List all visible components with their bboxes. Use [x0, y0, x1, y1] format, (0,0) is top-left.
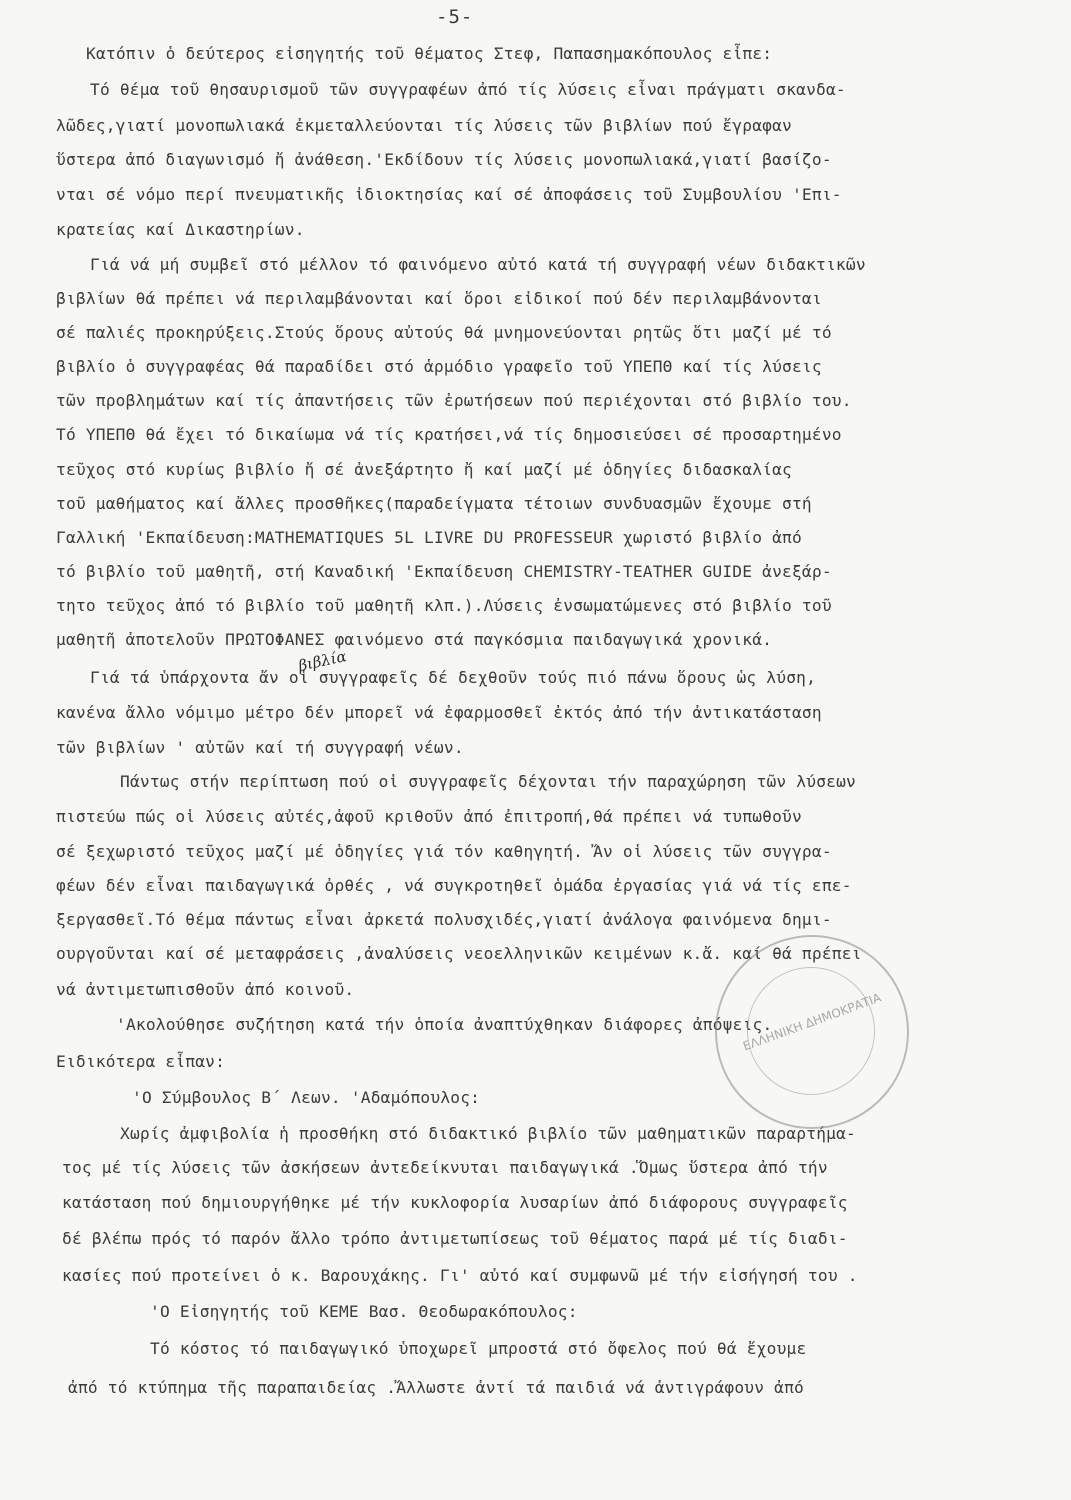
- text-line: Χωρίς ἀμφιβολία ἡ προσθήκη στό διδακτικό βιβλίο τῶν μαθηματικῶν παραρτήμα-: [120, 1124, 856, 1143]
- text-line: βιβλίο ὁ συγγραφέας θά παραδίδει στό ἁρμόδιο γραφεῖο τοῦ ΥΠΕΠΘ καί τίς λύσεις: [56, 357, 822, 376]
- text-line: 'Ο Εἰσηγητής τοῦ ΚΕΜΕ Βασ. Θεοδωρακόπουλος:: [150, 1302, 578, 1321]
- handwritten-note: βιβλία: [296, 647, 349, 675]
- text-line: τος μέ τίς λύσεις τῶν ἀσκήσεων ἀντεδείκνυται παιδαγωγικά .Ὅμως ὕστερα ἀπό τήν: [62, 1158, 828, 1177]
- text-line: τῶν βιβλίων ' αὐτῶν καί τή συγγραφή νέων.: [56, 738, 464, 757]
- text-line: τοῦ μαθήματος καί ἄλλες προσθῆκες(παραδείγματα τέτοιων συνδυασμῶν ἔχουμε στή: [56, 494, 812, 513]
- text-line: λῶδες,γιατί μονοπωλιακά ἐκμεταλλεύονται τίς λύσεις τῶν βιβλίων πού ἔγραφαν: [56, 116, 792, 135]
- text-line: 'Ακολούθησε συζήτηση κατά τήν ὁποία ἀναπτύχθηκαν διάφορες ἀπόψεις.: [116, 1015, 773, 1034]
- text-line: νά ἀντιμετωπισθοῦν ἀπό κοινοῦ.: [56, 980, 355, 999]
- text-line: πιστεύω πώς οἱ λύσεις αὐτές,ἀφοῦ κριθοῦν ἀπό ἐπιτροπή,θά πρέπει νά τυπωθοῦν: [56, 807, 802, 826]
- text-line: ὕστερα ἀπό διαγωνισμό ἤ ἀνάθεση.'Εκδίδουν τίς λύσεις μονοπωλιακά,γιατί βασίζο-: [56, 150, 832, 169]
- text-line: νται σέ νόμο περί πνευματικῆς ἰδιοκτησίας καί σέ ἀποφάσεις τοῦ Συμβουλίου 'Επι-: [56, 185, 842, 204]
- text-line: κασίες πού προτείνει ὁ κ. Βαρουχάκης. Γι' αὐτό καί συμφωνῶ μέ τήν εἰσήγησή του .: [62, 1266, 858, 1285]
- text-line: βιβλίων θά πρέπει νά περιλαμβάνονται καί ὅροι εἰδικοί πού δέν περιλαμβάνονται: [56, 289, 822, 308]
- page-number: -5-: [436, 6, 474, 28]
- text-line: Πάντως στήν περίπτωση πού οἱ συγγραφεῖς δέχονται τήν παραχώρηση τῶν λύσεων: [120, 772, 856, 791]
- text-line: σέ ξεχωριστό τεῦχος μαζί μέ ὁδηγίες γιά τόν καθηγητή. Ἄν οἱ λύσεις τῶν συγγρα-: [56, 842, 832, 861]
- text-line: Τό κόστος τό παιδαγωγικό ὑποχωρεῖ μπροστά στό ὄφελος πού θά ἔχουμε: [150, 1339, 807, 1358]
- text-line: Τό θέμα τοῦ θησαυρισμοῦ τῶν συγγραφέων ἀπό τίς λύσεις εἶναι πράγματι σκανδα-: [90, 80, 846, 99]
- official-stamp: [715, 935, 909, 1129]
- text-line: Κατόπιν ὁ δεύτερος εἰσηγητής τοῦ θέματος Στεφ, Παπασημακόπουλος εἶπε:: [86, 44, 773, 63]
- text-line: Τό ΥΠΕΠΘ θά ἔχει τό δικαίωμα νά τίς κρατήσει,νά τίς δημοσιεύσει σέ προσαρτημένο: [56, 425, 842, 444]
- text-line: Γαλλική 'Εκπαίδευση:MATHEMATIQUES 5L LIVRE DU PROFESSEUR χωριστό βιβλίο ἀπό: [56, 528, 802, 547]
- text-line: μαθητῆ ἀποτελοῦν ΠΡΩΤΟΦΑΝΕΣ φαινόμενο στά παγκόσμια παιδαγωγικά χρονικά.: [56, 630, 773, 649]
- text-line: τό βιβλίο τοῦ μαθητῆ, στή Καναδική 'Εκπαίδευση CHEMISTRY-TEATHER GUIDE ἀνεξάρ-: [56, 562, 832, 581]
- text-line: τῶν προβλημάτων καί τίς ἀπαντήσεις τῶν ἐρωτήσεων πού περιέχονται στό βιβλίο του.: [56, 391, 852, 410]
- text-line: κρατείας καί Δικαστηρίων.: [56, 220, 305, 239]
- text-line: ξεργασθεῖ.Τό θέμα πάντως εἶναι ἀρκετά πολυσχιδές,γιατί ἀνάλογα φαινόμενα δημι-: [56, 910, 832, 929]
- text-line: κατάσταση πού δημιουργήθηκε μέ τήν κυκλοφορία λυσαρίων ἀπό διάφορους συγγραφεῖς: [62, 1193, 848, 1212]
- text-line: ουργοῦνται καί σέ μεταφράσεις ,ἀναλύσεις νεοελληνικῶν κειμένων κ.ἄ. καί θά πρέπει: [56, 944, 862, 963]
- text-line: τεῦχος στό κυρίως βιβλίο ἤ σέ ἀνεξάρτητο ἤ καί μαζί μέ ὁδηγίες διδασκαλίας: [56, 460, 792, 479]
- stamp-text: ΕΛΛΗΝΙΚΗ ΔΗΜΟΚΡΑΤΙΑ: [741, 990, 883, 1054]
- text-line: Γιά τά ὑπάρχοντα ἄν οἱ συγγραφεῖς δέ δεχθοῦν τούς πιό πάνω ὅρους ὡς λύση,: [90, 668, 817, 687]
- text-line: Ειδικότερα εἶπαν:: [56, 1052, 226, 1071]
- text-line: Γιά νά μή συμβεῖ στό μέλλον τό φαινόμενο αὐτό κατά τή συγγραφή νέων διδακτικῶν: [90, 255, 866, 274]
- text-line: κανένα ἄλλο νόμιμο μέτρο δέν μπορεῖ νά ἐφαρμοσθεῖ ἐκτός ἀπό τήν ἀντικατάσταση: [56, 703, 822, 722]
- text-line: δέ βλέπω πρός τό παρόν ἄλλο τρόπο ἀντιμετωπίσεως τοῦ θέματος παρά μέ τίς διαδι-: [62, 1229, 848, 1248]
- text-line: 'Ο Σύμβουλος Β΄ Λεων. 'Αδαμόπουλος:: [132, 1088, 481, 1107]
- text-line: τητο τεῦχος ἀπό τό βιβλίο τοῦ μαθητῆ κλπ.).Λύσεις ἐνσωματώμενες στό βιβλίο τοῦ: [56, 596, 832, 615]
- text-line: ἀπό τό κτύπημα τῆς παραπαιδείας .Ἄλλωστε ἀντί τά παιδιά νά ἀντιγράφουν ἀπό: [68, 1378, 804, 1397]
- text-line: σέ παλιές προκηρύξεις.Στούς ὅρους αὐτούς θά μνημονεύονται ρητῶς ὅτι μαζί μέ τό: [56, 323, 832, 342]
- text-line: φέων δέν εἶναι παιδαγωγικά ὀρθές , νά συγκροτηθεῖ ὁμάδα ἐργασίας γιά νά τίς επε-: [56, 876, 852, 895]
